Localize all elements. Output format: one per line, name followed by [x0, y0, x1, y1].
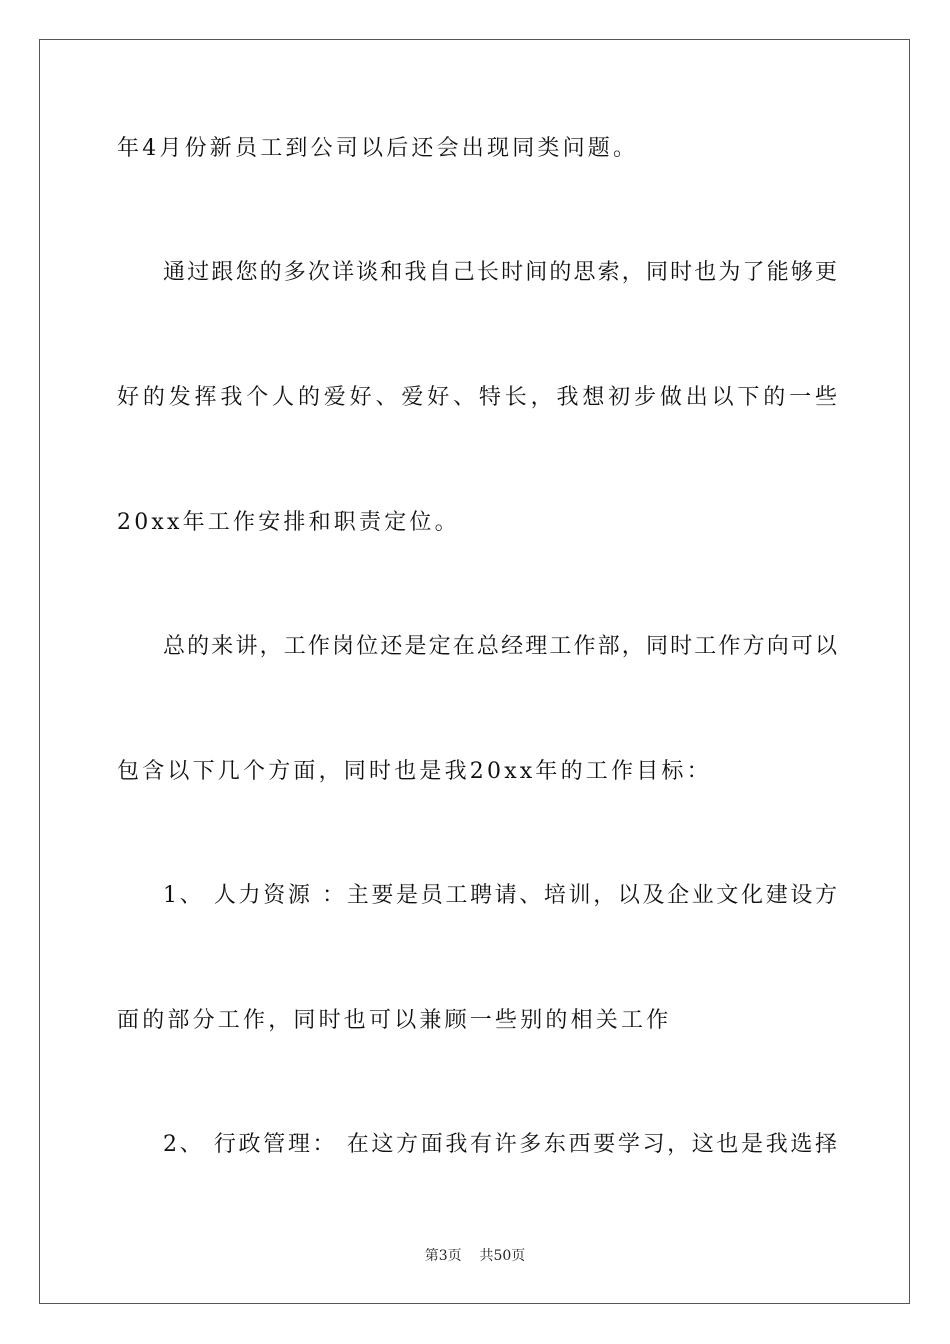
list-item-1-line-1: 1、 人力资源 ：主要是员工聘请、培训，以及企业文化建设方	[163, 883, 837, 908]
text-line-1: 年4月份新员工到公司以后还会出现同类问题。	[117, 136, 639, 161]
list-item-2-line-1: 2、 行政管理： 在这方面我有许多东西要学习，这也是我选择	[163, 1132, 837, 1157]
page-footer: 第3页 共50页	[424, 1248, 526, 1264]
paragraph-line-5: 总的来讲，工作岗位还是定在总经理工作部，同时工作方向可以	[163, 634, 837, 659]
paragraph-line-2: 通过跟您的多次详谈和我自己长时间的思索，同时也为了能够更	[163, 260, 837, 285]
paragraph-line-4: 20xx年工作安排和职责定位。	[117, 510, 460, 535]
paragraph-line-6: 包含以下几个方面，同时也是我20xx年的工作目标：	[117, 759, 712, 784]
list-item-1-line-2: 面的部分工作，同时也可以兼顾一些别的相关工作	[117, 1008, 672, 1033]
paragraph-line-3: 好的发挥我个人的爱好、爱好、特长，我想初步做出以下的一些	[117, 385, 837, 410]
page-border	[39, 39, 910, 1304]
